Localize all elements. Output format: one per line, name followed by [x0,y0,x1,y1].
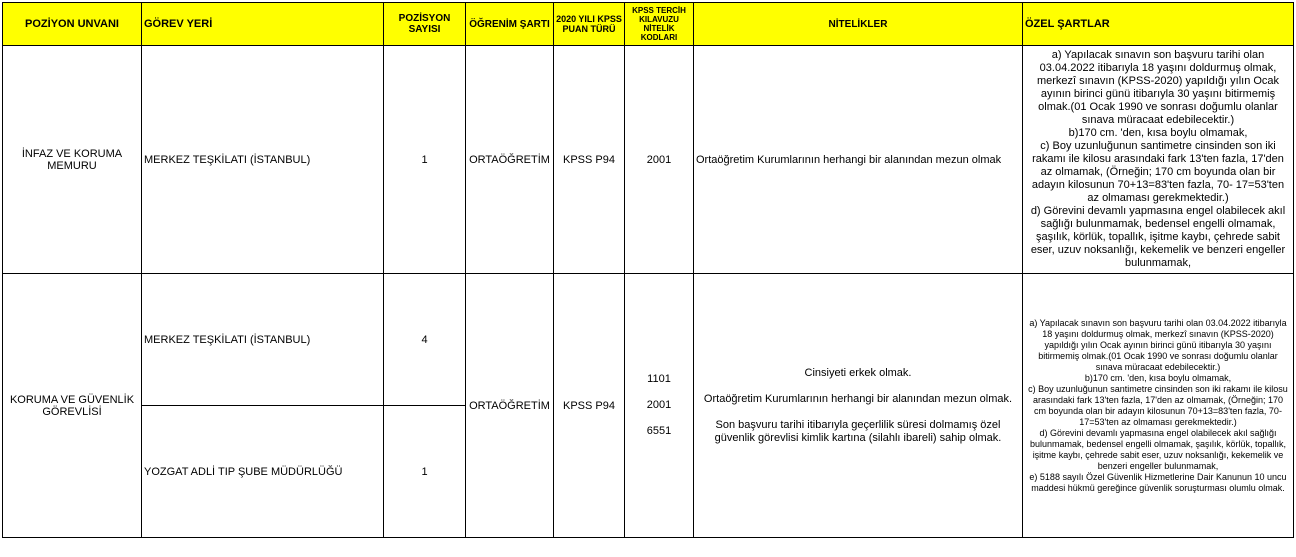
nitelik-kodu: 1101 [647,373,671,385]
pozisyon-unvani-cell: KORUMA VE GÜVENLİK GÖREVLİSİ [3,274,142,538]
table-row [3,274,1294,406]
nitelik-kodu-cell: 2001 [625,46,694,274]
ozel-sart-item: b)170 cm. 'den, kısa boylu olmamak, [1084,372,1232,383]
ozel-sart-item: a) Yapılacak sınavın son başvuru tarihi olan 03.04.2022 itibarıyla 18 yaşını doldurmuş olmak, merkezî sınavın (KPSS-2020) yapıldığı yılın Ocak ayının birinci günü itibarıyla 30 yaşını bitirmemiş olmak.(01 Ocak 1990 ve sonrası doğumlu olanlar sınava müracaat edebilecektir.) [1036,49,1280,126]
positions-table [2,2,1294,538]
header-nitelik-kodlari: KPSS TERCİH KILAVUZU NİTELİK KODLARI [625,3,694,46]
pozisyon-sayisi-cell: 4 [384,274,466,406]
ozel-sart-item: c) Boy uzunluğunun santimetre cinsinden son iki rakamı ile kilosu arasındaki fark 13'ten fazla, 17'den az olmamak, (Örneğin; 170 cm boyunda olan bir adayın kilosunun 70+13=83'ten fazla, 70- 17=53'ten az olmaması gerekmektedir.) [1031,140,1285,204]
ozel-sart-item: d) Görevini devamlı yapmasına engel olabilecek akıl sağlığı bulunmamak, bedensel engelli olmamak, şaşılık, körlük, topallık, işitme kaybı, çehrede sabit eser, uzuv noksanlığı, kekemelik ve benzeri engeller bulunmamak, [1029,427,1287,471]
nitelik-item: Cinsiyeti erkek olmak. [804,366,912,379]
nitelikler-cell [694,274,1023,538]
header-gorev-yeri: GÖREV YERİ [142,3,384,46]
ozel-sart-item: a) Yapılacak sınavın son başvuru tarihi olan 03.04.2022 itibarıyla 18 yaşını doldurmuş olmak, merkezî sınavın (KPSS-2020) yapıldığı yılın Ocak ayının birinci günü itibarıyla 30 yaşını bitirmemiş olmak.(01 Ocak 1990 ve sonrası doğumlu olanlar sınava müracaat edebilecektir.) [1029,317,1287,372]
ogrenim-sarti-cell: ORTAÖĞRETİM [466,274,554,538]
ogrenim-sarti-cell: ORTAÖĞRETİM [466,46,554,274]
header-pozisyon-sayisi: POZİSYON SAYISI [384,3,466,46]
gorev-yeri-cell: MERKEZ TEŞKİLATI (İSTANBUL) [142,274,384,406]
nitelik-item: Ortaöğretim Kurumlarının herhangi bir alanından mezun olmak. [703,392,1013,405]
header-nitelikler: NİTELİKLER [694,3,1023,46]
header-ozel-sartlar: ÖZEL ŞARTLAR [1023,3,1294,46]
ozel-sartlar-cell [1023,46,1294,274]
gorev-yeri-cell: MERKEZ TEŞKİLATI (İSTANBUL) [142,46,384,274]
pozisyon-unvani-cell: İNFAZ VE KORUMA MEMURU [3,46,142,274]
nitelikler-cell: Ortaöğretim Kurumlarının herhangi bir alanından mezun olmak [694,46,1023,274]
ozel-sart-item: c) Boy uzunluğunun santimetre cinsinden son iki rakamı ile kilosu arasındaki fark 13'ten fazla, 17'den az olmamak, (Örneğin; 170 cm boyunda olan bir adayın kilosunun 70+13=83'ten fazla, 70- 17=53'ten az olmaması gerekmektedir.) [1028,383,1288,427]
nitelik-kodlari-cell [625,274,694,538]
header-row [3,3,1294,46]
pozisyon-sayisi-cell: 1 [384,46,466,274]
puan-turu-cell: KPSS P94 [554,46,625,274]
nitelik-kodu: 6551 [646,425,672,437]
ozel-sart-item: e) 5188 sayılı Özel Güvenlik Hizmetlerine Dair Kanunun 10 uncu maddesi hükmü gereğince güvenlik soruşturması olumlu olmak. [1029,471,1287,493]
puan-turu-cell: KPSS P94 [554,274,625,538]
header-puan-turu: 2020 YILI KPSS PUAN TÜRÜ [554,3,625,46]
nitelik-kodu: 2001 [646,399,672,411]
ozel-sartlar-cell [1023,274,1294,538]
gorev-yeri-cell: YOZGAT ADLİ TIP ŞUBE MÜDÜRLÜĞÜ [142,406,384,538]
nitelik-item: Son başvuru tarihi itibarıyla geçerlilik süresi dolmamış özel güvenlik görevlisi kimlik kartına (silahlı ibareli) sahip olmak. [714,418,1002,444]
table-row [3,46,1294,274]
ozel-sart-item: b)170 cm. 'den, kısa boylu olmamak, [1068,127,1248,139]
header-ogrenim-sarti: ÖĞRENİM ŞARTI [466,3,554,46]
ozel-sart-item: d) Görevini devamlı yapmasına engel olabilecek akıl sağlığı bulunmamak, bedensel engelli olmamak, şaşılık, körlük, topallık, işitme kaybı, çehrede sabit eser, uzuv noksanlığı, kekemelik ve benzeri engeller bulunmamak, [1030,205,1286,269]
pozisyon-sayisi-cell: 1 [384,406,466,538]
header-pozisyon-unvani: POZİYON UNVANI [3,3,142,46]
